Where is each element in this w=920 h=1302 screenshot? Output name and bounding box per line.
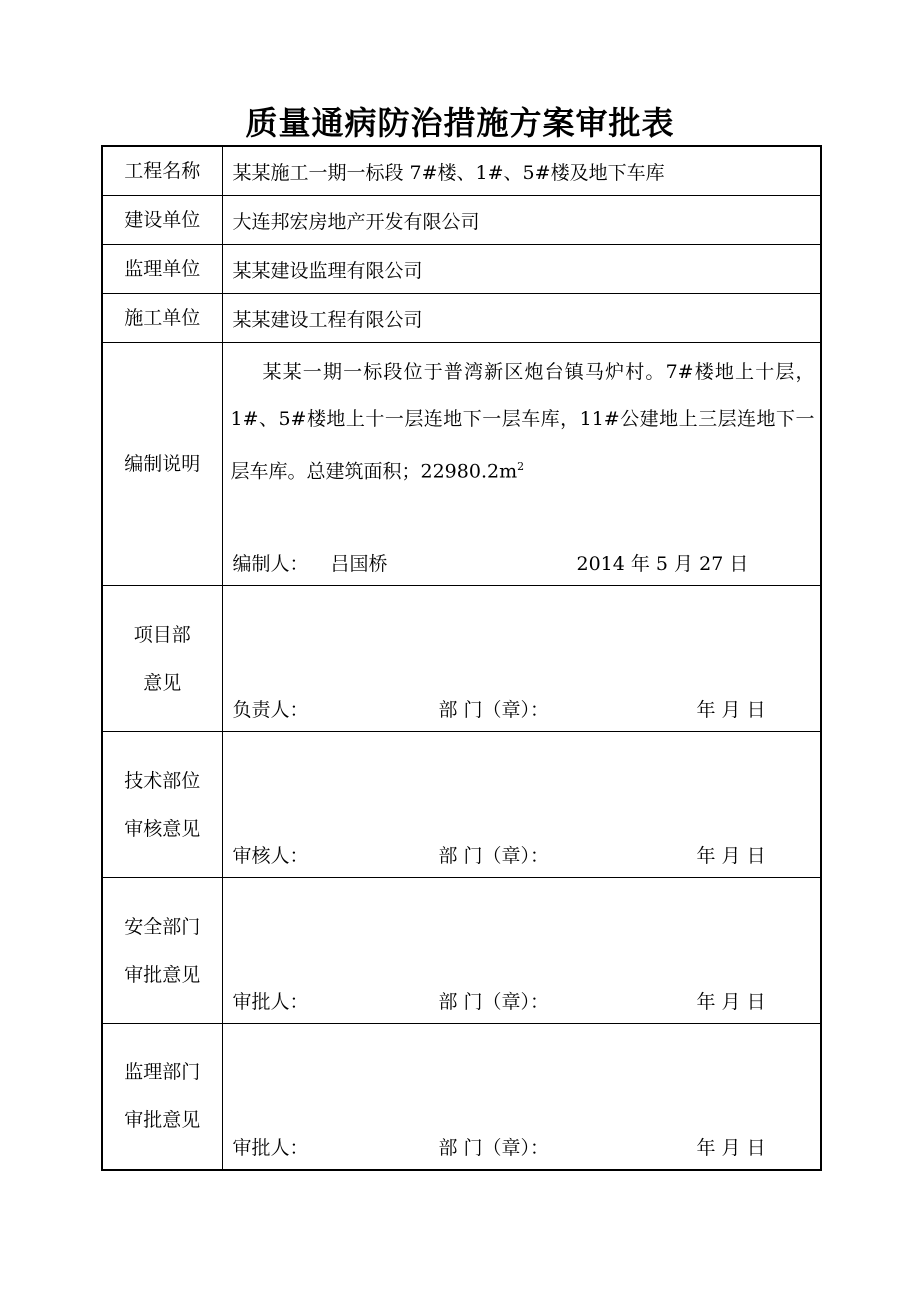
signer-label: 审批人： [232,991,309,1013]
date-label: 年 月 日 [696,845,766,867]
row-opinion-tech [102,732,821,878]
dept-stamp-label: 部 门（章）： [438,991,550,1013]
author-name: 吕国桥 [330,553,388,575]
opinion-label: 安全部门 审批意见 [102,878,222,1024]
signature-line [233,841,813,867]
author-line [233,549,813,575]
signature-line [233,987,813,1013]
description-label: 编制说明 [102,343,222,586]
opinion-cell [222,732,821,878]
project-name-value: 某某施工一期一标段 7#楼、1#、5#楼及地下车库 [222,146,821,196]
row-description [102,343,821,586]
supervision-unit-label: 监理单位 [102,245,222,294]
opinion-label: 技术部位 审核意见 [102,732,222,878]
row-opinion-supervision [102,1024,821,1170]
author-date: 2014 年 5 月 27 日 [576,553,749,575]
construction-unit-label: 建设单位 [102,196,222,245]
row-construction-unit [102,196,821,245]
supervision-unit-value: 某某建设监理有限公司 [222,245,821,294]
dept-stamp-label: 部 门（章）： [438,1136,550,1159]
superscript-2: 2 [517,460,525,473]
signer-label: 负责人： [232,699,309,721]
signer-label: 审核人： [232,845,309,867]
row-supervision-unit [102,245,821,294]
description-text: 某某一期一标段位于普湾新区炮台镇马炉村。7#楼地上十层，1#、5#楼地上十一层连地下一层车库，11#公建地上三层连地下一层车库。总建筑面积；$22980.2m^2$ [230,361,815,483]
row-project-name [102,146,821,196]
opinion-label: 项目部 意见 [102,586,222,732]
description-cell [222,343,821,586]
project-name-label: 工程名称 [102,146,222,196]
signature-line [233,695,813,721]
opinion-cell [222,586,821,732]
date-label: 年 月 日 [696,991,766,1013]
date-label: 年 月 日 [696,699,766,721]
builder-unit-value: 某某建设工程有限公司 [222,294,821,343]
signer-label: 审批人： [232,1136,309,1159]
author-label: 编制人： [232,553,309,575]
opinion-label: 监理部门 审批意见 [102,1024,222,1170]
builder-unit-label: 施工单位 [102,294,222,343]
opinion-cell [222,1024,821,1170]
dept-stamp-label: 部 门（章）： [438,845,550,867]
opinion-cell [222,878,821,1024]
date-label: 年 月 日 [696,1136,766,1159]
construction-unit-value: 大连邦宏房地产开发有限公司 [222,196,821,245]
approval-form-table [101,145,822,1171]
row-builder-unit [102,294,821,343]
row-opinion-project [102,586,821,732]
dept-stamp-label: 部 门（章）： [438,699,550,721]
page-title: 质量通病防治措施方案审批表 [245,104,675,142]
row-opinion-safety [102,878,821,1024]
signature-line [233,1133,813,1159]
